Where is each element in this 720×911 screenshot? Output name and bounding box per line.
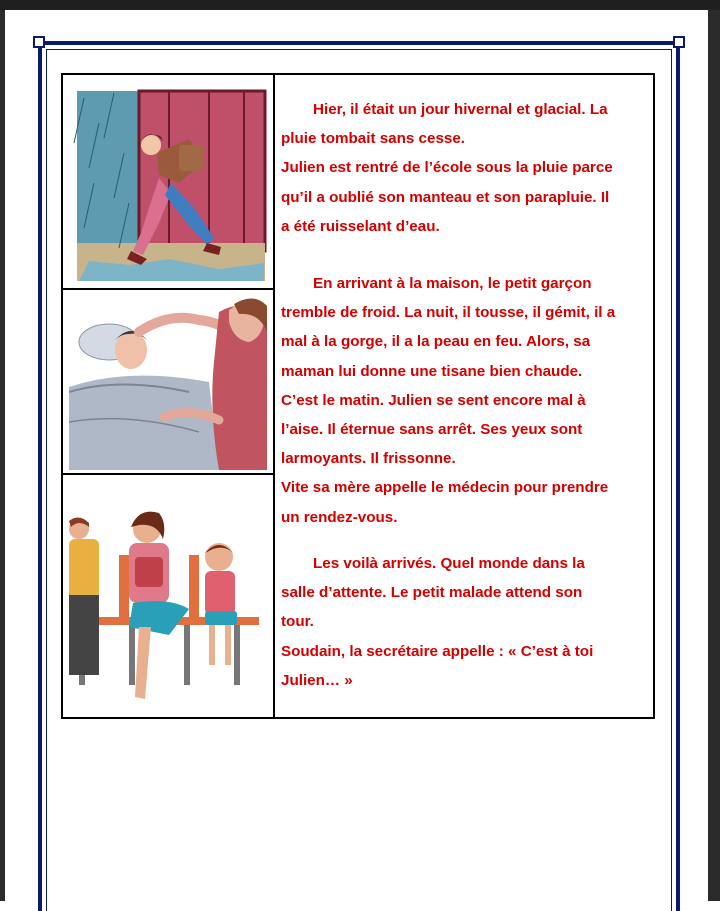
text-line: tour. (281, 613, 314, 631)
text-line: salle d’attente. Le petit malade attend son (281, 584, 583, 602)
text-line: larmoyants. Il frissonne. (281, 450, 456, 468)
text-line: qu’il a oublié son manteau et son parapluie. Il (281, 188, 610, 206)
text-line: C’est le matin. Julien se sent encore mal à (281, 391, 586, 409)
table-row-divider (63, 288, 275, 290)
window-left-edge (0, 10, 5, 901)
text-line: Hier, il était un jour hivernal et glacial. La (313, 101, 608, 118)
story-paragraph-3 (281, 549, 651, 695)
border-corner-ornament (33, 36, 45, 48)
story-table (61, 73, 655, 719)
text-line: l’aise. Il éternue sans arrêt. Ses yeux sont (281, 421, 583, 439)
text-line: tremble de froid. La nuit, il tousse, il gémit, il a (281, 304, 616, 322)
table-column-divider (273, 75, 275, 717)
story-paragraph-2 (281, 269, 651, 532)
text-line: Soudain, la secrétaire appelle : « C’est à toi (281, 642, 594, 660)
text-line: maman lui donne une tisane bien chaude. (281, 362, 583, 380)
text-line: pluie tombait sans cesse. (281, 130, 466, 148)
border-corner-ornament (673, 36, 685, 48)
text-line: En arrivant à la maison, le petit garçon (313, 275, 592, 292)
window-right-edge (708, 10, 720, 901)
text-line: Vite sa mère appelle le médecin pour prendre (281, 479, 609, 497)
text-line: Julien… » (281, 671, 353, 689)
window-top-bar (0, 0, 720, 10)
text-line: Les voilà arrivés. Quel monde dans la (313, 555, 585, 572)
waiting-room-illustration (69, 477, 267, 713)
sick-boy-in-bed-illustration (69, 292, 267, 470)
text-line: mal à la gorge, il a la peau en feu. Alors, sa (281, 333, 591, 351)
boy-in-rain-illustration (69, 83, 267, 281)
story-paragraph-1 (281, 95, 651, 241)
text-line: a été ruisselant d’eau. (281, 217, 440, 235)
table-row-divider (63, 473, 275, 475)
text-line: un rendez-vous. (281, 508, 398, 526)
text-line: Julien est rentré de l’école sous la pluie parce (281, 159, 613, 177)
